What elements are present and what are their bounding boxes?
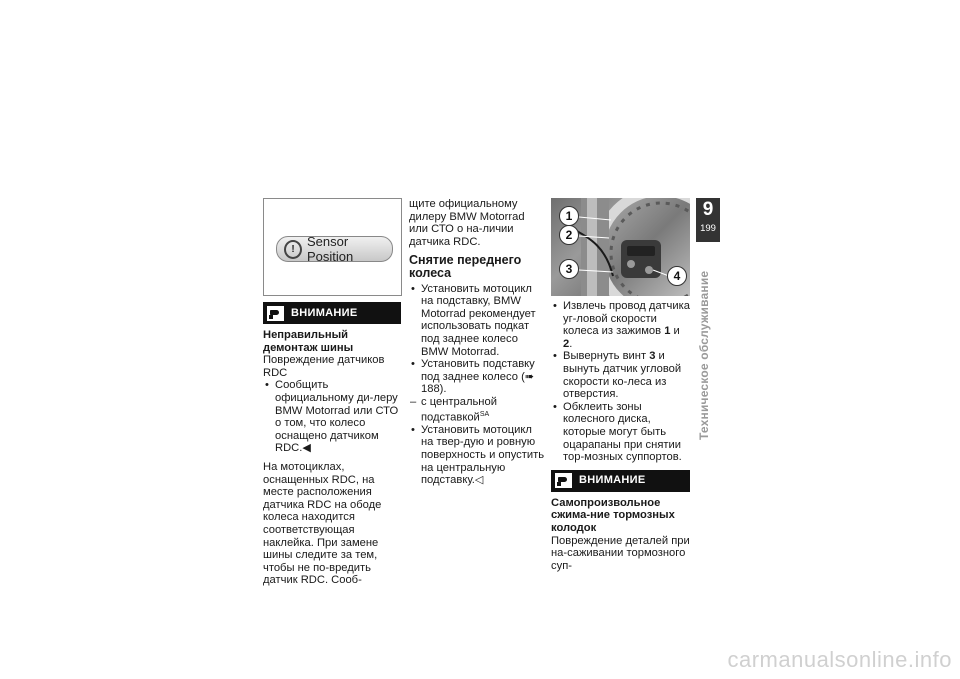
sensor-position-text: Sensor Position xyxy=(307,234,354,264)
chapter-title: Техническое обслуживание xyxy=(697,270,711,440)
section-heading: Снятие переднего колеса xyxy=(409,253,522,280)
warning-label: ВНИМАНИЕ xyxy=(291,306,358,319)
list-item: • Обклеить зоны колесного диска, которые могут быть оцарапаны при снятии тор-мозных суппортов. xyxy=(551,401,690,464)
callout-1: 1 xyxy=(559,206,579,226)
warning-title: Самопроизвольное сжима-ние тормозных колодок xyxy=(551,496,675,534)
warning-banner xyxy=(263,302,401,324)
brake-caliper-photo xyxy=(551,198,690,296)
warning-label: ВНИМАНИЕ xyxy=(579,474,646,487)
end-marker-icon: ◀ xyxy=(302,442,311,455)
warning-text: Повреждение датчиков RDC xyxy=(263,354,385,379)
sa-superscript: SA xyxy=(479,410,490,418)
sensor-position-figure xyxy=(263,198,402,296)
chapter-number: 9 xyxy=(702,199,714,220)
sensor-position-display xyxy=(276,236,393,262)
hand-warning-icon xyxy=(555,473,572,488)
callout-2: 2 xyxy=(559,225,579,245)
list-item: • Установить мотоцикл на твер-дую и ровную поверхность и опустить на центральную подставку.◁ xyxy=(409,424,546,487)
warning-banner xyxy=(551,470,690,492)
column-3 xyxy=(551,300,690,572)
callout-4: 4 xyxy=(667,266,687,286)
callout-3: 3 xyxy=(559,259,579,279)
warning-icon: ! xyxy=(284,240,302,259)
list-item: • Извлечь провод датчика уг-ловой скорости колеса из зажимов 1 и 2. xyxy=(551,300,690,350)
list-item: • Установить подставку под заднее колесо (➠ 188). xyxy=(409,358,546,396)
list-item: • Сообщить официальному ди-леру BMW Motorrad или СТО о том, что колесо оснащено датчиком RDC.◀ xyxy=(263,379,401,455)
column-1 xyxy=(263,302,401,587)
page-number: 199 xyxy=(700,223,716,234)
end-marker-icon: ◁ xyxy=(474,474,484,487)
chapter-tab xyxy=(696,198,720,242)
paragraph-continued: щите официальному дилеру BMW Motorrad или СТО о на-личии датчика RDC. xyxy=(409,198,525,248)
paragraph: На мотоциклах, оснащенных RDC, на месте расположения датчика RDC на ободе колеса находится соответствующая наклейка. При замене шины следите за тем, чтобы не по-вредить датчик RDC. Сооб- xyxy=(263,460,382,587)
column-2 xyxy=(409,198,546,487)
list-item: • Вывернуть винт 3 и вынуть датчик угловой скорости ко-леса из отверстия. xyxy=(551,350,690,400)
warning-title: Неправильный демонтаж шины xyxy=(263,329,354,354)
list-item: • Установить мотоцикл на подставку, BMW Motorrad рекомендует использовать подкат под заднее колесо BMW Motorrad. xyxy=(409,283,546,359)
warning-text: Повреждение деталей при на-саживании тормозного суп- xyxy=(551,534,690,572)
watermark: carmanualsonline.info xyxy=(727,647,952,672)
condition-item: – с центральной подставкой$^{SA}$ xyxy=(409,396,546,424)
hand-warning-icon xyxy=(267,306,284,321)
